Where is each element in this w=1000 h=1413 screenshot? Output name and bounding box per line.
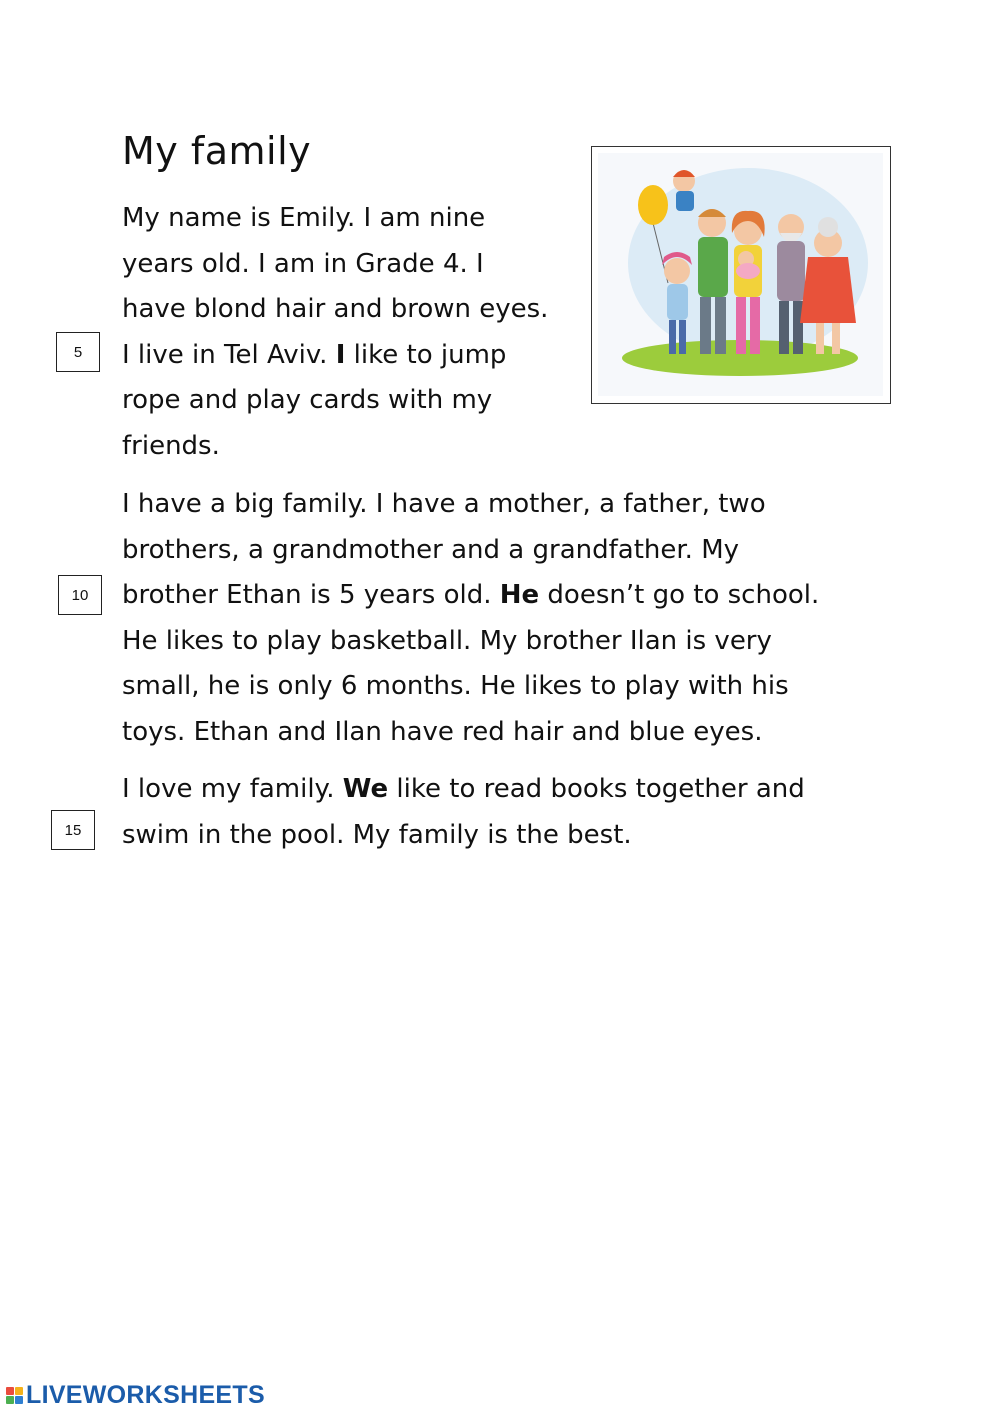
text-run: brother Ethan is 5 years old.	[122, 580, 500, 610]
paragraph-2-line-5: small, he is only 6 months. He likes to play with his	[122, 671, 789, 701]
family-illustration-icon	[598, 153, 883, 396]
text-run: doesn’t go to school.	[539, 580, 820, 610]
paragraph-1-line-4	[122, 333, 548, 379]
paragraph-2-line-2: brothers, a grandmother and a grandfather. My	[122, 534, 740, 565]
paragraph-2	[122, 482, 819, 755]
family-picture	[591, 146, 891, 404]
text-run: like to jump	[345, 339, 507, 370]
paragraph-3	[122, 767, 805, 858]
line-number-5: 5	[56, 332, 100, 372]
bold-word: I	[335, 339, 346, 370]
paragraph-1	[122, 196, 548, 469]
paragraph-2-line-1: I have a big family. I have a mother, a father, two	[122, 489, 766, 519]
text-run: I love my family.	[122, 774, 343, 804]
paragraph-2-line-6: toys. Ethan and Ilan have red hair and blue eyes.	[122, 716, 763, 747]
paragraph-1-line-3: have blond hair and brown eyes.	[122, 294, 549, 324]
paragraph-3-line-1	[122, 767, 805, 813]
bold-word: We	[342, 774, 389, 804]
bold-word: He	[499, 580, 540, 610]
liveworksheets-cubes-icon	[6, 1387, 23, 1404]
text-run: I live in Tel Aviv.	[122, 339, 336, 370]
paragraph-1-line-6: friends.	[122, 430, 220, 461]
paragraph-1-line-1: My name is Emily. I am nine	[122, 203, 486, 233]
paragraph-1-line-2: years old. I am in Grade 4. I	[122, 248, 484, 279]
paragraph-2-line-3	[122, 573, 819, 619]
paragraph-3-line-2: swim in the pool. My family is the best.	[122, 819, 632, 850]
page-title: My family	[122, 129, 312, 173]
paragraph-2-line-4: He likes to play basketball. My brother Ilan is very	[122, 625, 772, 656]
paragraph-1-line-5: rope and play cards with my	[122, 385, 493, 415]
text-run: like to read books together and	[388, 774, 805, 804]
line-number-10: 10	[58, 575, 102, 615]
liveworksheets-logo[interactable]	[6, 1380, 265, 1410]
logo-text: LIVEWORKSHEETS	[26, 1381, 265, 1409]
line-number-15: 15	[51, 810, 95, 850]
